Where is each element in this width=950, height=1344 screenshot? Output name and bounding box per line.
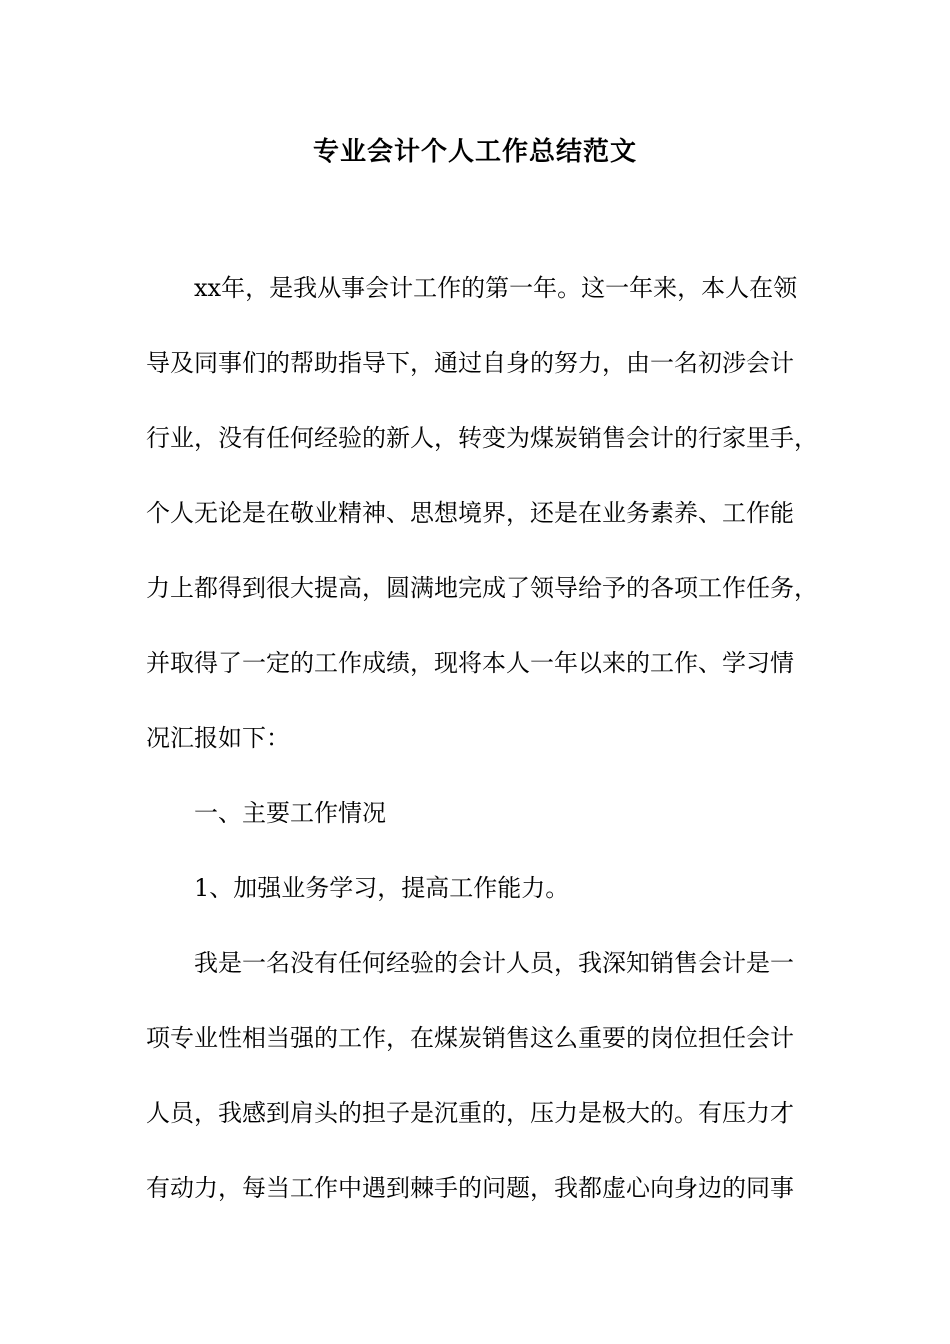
paragraph-line: xx年，是我从事会计工作的第一年。这一年来，本人在领 [194,274,798,302]
paragraph-line: 人员，我感到肩头的担子是沉重的，压力是极大的。有压力才 [146,1099,794,1127]
document-title: 专业会计个人工作总结范文 [312,137,637,167]
paragraph-line: 行业，没有任何经验的新人，转变为煤炭销售会计的行家里手， [146,424,818,452]
paragraph-line: 我是一名没有任何经验的会计人员，我深知销售会计是一 [194,949,794,977]
paragraph-line: 项专业性相当强的工作，在煤炭销售这么重要的岗位担任会计 [146,1024,794,1052]
subsection-heading: 1、加强业务学习，提高工作能力。 [194,874,570,902]
paragraph-line: 有动力，每当工作中遇到棘手的问题，我都虚心向身边的同事 [146,1174,794,1202]
document-body [146,251,836,1226]
section-heading: 一、主要工作情况 [194,799,386,827]
paragraph-line: 个人无论是在敬业精神、思想境界，还是在业务素养、工作能 [146,499,794,527]
paragraph-line: 况汇报如下： [146,724,290,752]
paragraph-line: 导及同事们的帮助指导下，通过自身的努力，由一名初涉会计 [146,349,794,377]
paragraph-line: 并取得了一定的工作成绩，现将本人一年以来的工作、学习情 [146,649,794,677]
paragraph-line: 力上都得到很大提高，圆满地完成了领导给予的各项工作任务， [146,574,818,602]
